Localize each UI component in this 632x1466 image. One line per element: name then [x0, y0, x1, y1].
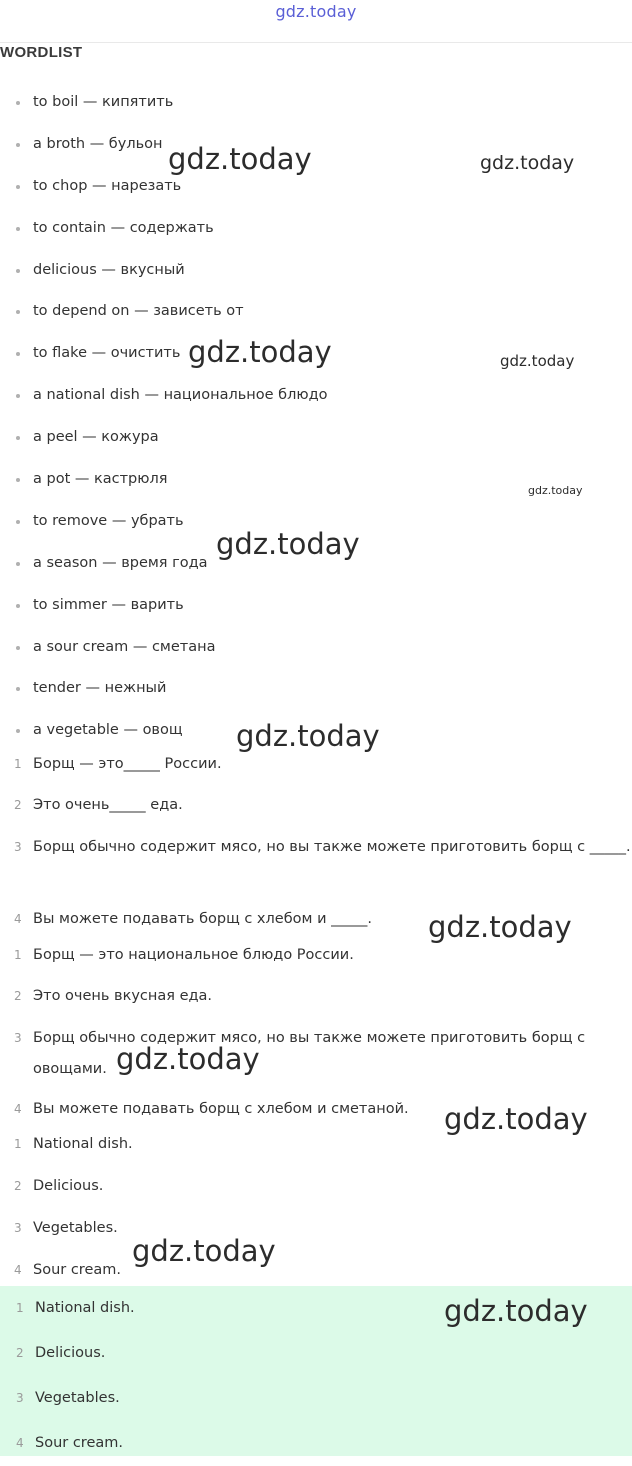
list-item: to flake — очистить — [0, 332, 632, 374]
list-item: 1 Борщ — это национальное блюдо России. — [14, 947, 354, 963]
list-item: 1 National dish. — [14, 1136, 133, 1152]
list-item: to boil — кипятить — [0, 81, 632, 123]
list-item: tender — нежный — [0, 667, 632, 709]
list-item: a vegetable — овощ — [0, 709, 632, 751]
list-item: to remove — убрать — [0, 500, 632, 542]
list-item: a peel — кожура — [0, 416, 632, 458]
answers — [0, 1127, 632, 1295]
list-item: 1 Борщ — это_____ России. — [14, 756, 222, 772]
filled-sentences — [0, 935, 632, 1127]
list-item: 4 Sour cream. — [16, 1435, 123, 1451]
list-item: to contain — содержать — [0, 207, 632, 249]
watermark: gdz.today — [168, 142, 312, 176]
watermark: gdz.today — [500, 352, 575, 370]
list-item: a pot — кастрюля — [0, 458, 632, 500]
task-sentences — [0, 744, 632, 934]
list-item: 3 Борщ обычно содержит мясо, но вы также можете приготовить борщ с _____. — [14, 839, 631, 855]
watermark: gdz.today — [188, 335, 332, 369]
watermark: gdz.today — [528, 484, 583, 497]
list-item: 3 Vegetables. — [14, 1220, 118, 1236]
list-item: to chop — нарезать — [0, 165, 632, 207]
list-item: 1 National dish. — [16, 1300, 135, 1316]
watermark: gdz.today — [444, 1294, 588, 1328]
list-item: to simmer — варить — [0, 584, 632, 626]
list-item: 4 Sour cream. — [14, 1262, 121, 1278]
list-item: 2 Delicious. — [16, 1345, 106, 1361]
watermark: gdz.today — [444, 1102, 588, 1136]
watermark: gdz.today — [216, 527, 360, 561]
list-item: a broth — бульон — [0, 123, 632, 165]
list-item: a season — время года — [0, 542, 632, 584]
wordlist — [0, 81, 632, 751]
watermark: gdz.today — [116, 1042, 260, 1076]
list-item: a national dish — национальное блюдо — [0, 374, 632, 416]
list-item: a sour cream — сметана — [0, 626, 632, 668]
watermark: gdz.today — [428, 910, 572, 944]
list-item: 2 Delicious. — [14, 1178, 104, 1194]
watermark: gdz.today — [132, 1234, 276, 1268]
header-divider — [0, 42, 632, 43]
site-logo[interactable]: gdz.today — [275, 2, 357, 21]
list-item: 3 Борщ обычно содержит мясо, но вы также можете приготовить борщ с овощами. — [14, 1030, 586, 1077]
wordlist-heading: WORDLIST — [0, 44, 83, 61]
list-item: 2 Это очень вкусная еда. — [14, 988, 213, 1004]
list-item: to depend on — зависеть от — [0, 290, 632, 332]
list-item: 2 Это очень_____ еда. — [14, 797, 183, 813]
watermark: gdz.today — [480, 152, 575, 174]
list-item: 3 Vegetables. — [16, 1390, 120, 1406]
list-item: delicious — вкусный — [0, 249, 632, 291]
list-item: 4 Вы можете подавать борщ с хлебом и _____. — [14, 911, 372, 927]
watermark: gdz.today — [236, 719, 380, 753]
list-item: 4 Вы можете подавать борщ с хлебом и сметаной. — [14, 1101, 409, 1117]
